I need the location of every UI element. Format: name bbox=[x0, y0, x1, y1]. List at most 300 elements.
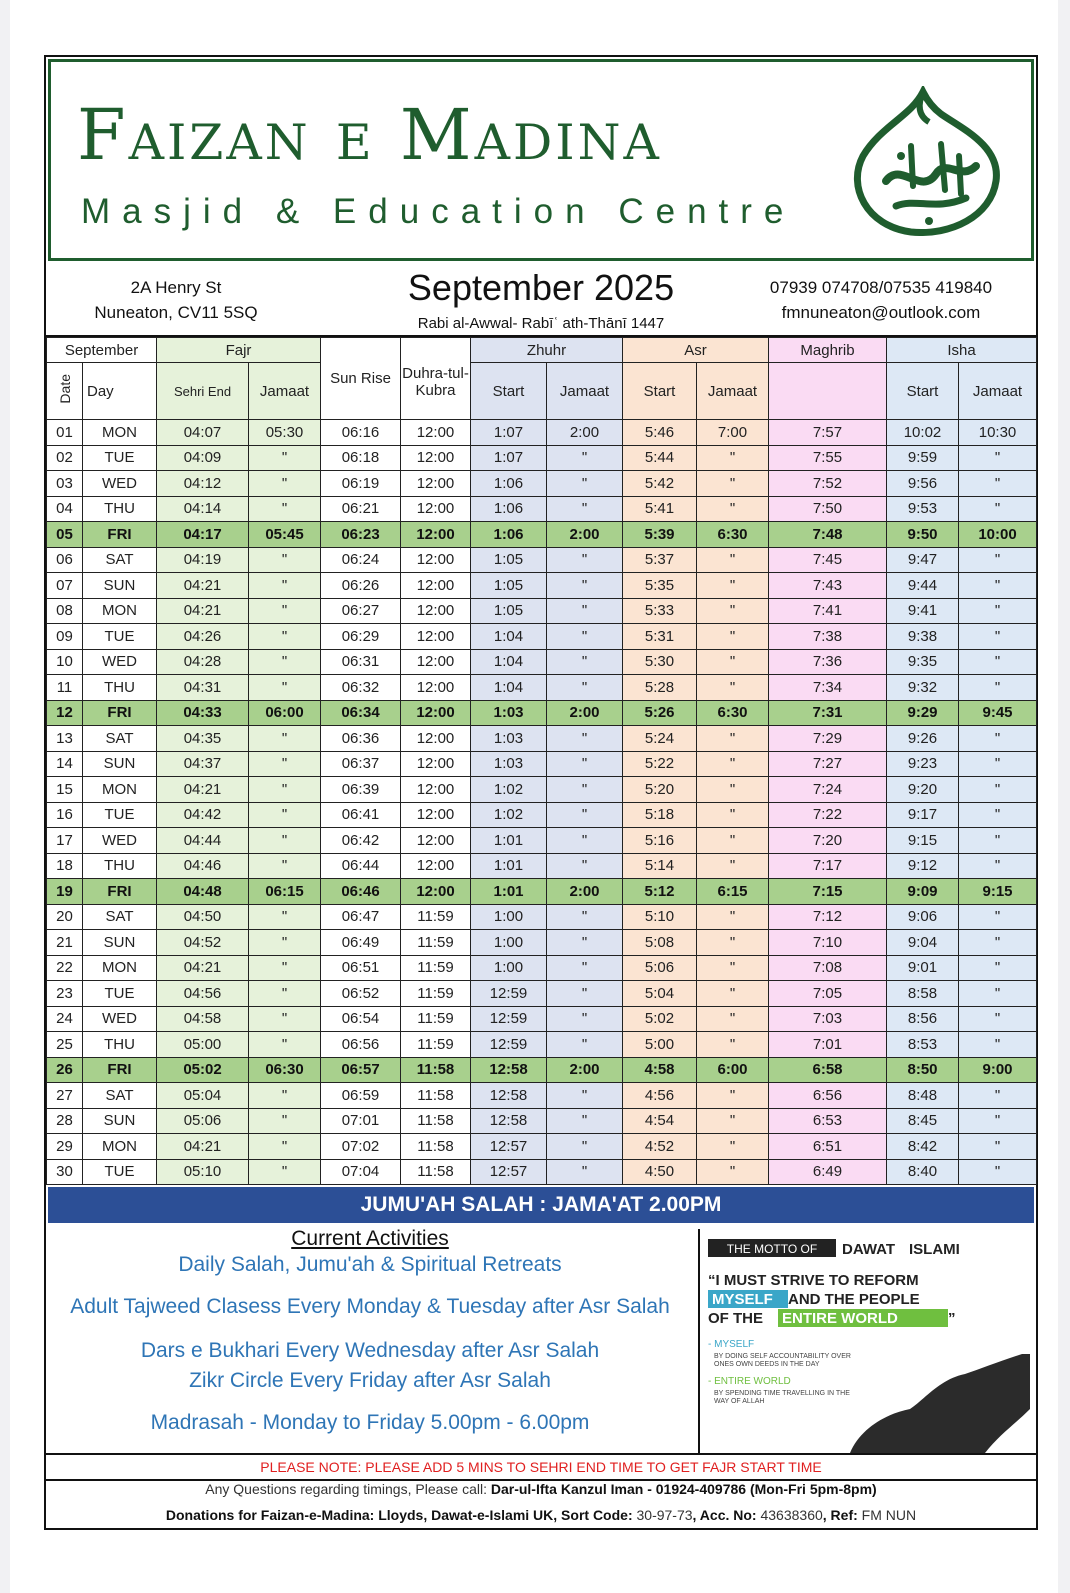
timetable-body bbox=[47, 420, 1037, 1185]
sehri-end-cell: 04:37 bbox=[157, 751, 249, 777]
day-cell: FRI bbox=[83, 700, 157, 726]
header-sunrise: Sun Rise bbox=[321, 338, 401, 420]
isha-jamaat-cell: " bbox=[959, 471, 1037, 497]
maghrib-cell: 6:56 bbox=[769, 1083, 887, 1109]
isha-start-cell: 9:41 bbox=[887, 598, 959, 624]
zhuhr-jamaat-cell: " bbox=[547, 496, 623, 522]
sort-code: 30-97-73 bbox=[636, 1507, 693, 1523]
isha-jamaat-cell: 9:00 bbox=[959, 1057, 1037, 1083]
maghrib-cell: 7:27 bbox=[769, 751, 887, 777]
prayer-timetable bbox=[46, 337, 1037, 1185]
header-date bbox=[47, 363, 83, 420]
isha-start-cell: 9:01 bbox=[887, 955, 959, 981]
asr-jamaat-cell: " bbox=[697, 955, 769, 981]
sunrise-cell: 06:36 bbox=[321, 726, 401, 752]
maghrib-cell: 7:03 bbox=[769, 1006, 887, 1032]
date-cell: 26 bbox=[47, 1057, 83, 1083]
day-cell: WED bbox=[83, 471, 157, 497]
sunrise-cell: 06:16 bbox=[321, 420, 401, 446]
zhuhr-start-cell: 12:57 bbox=[471, 1159, 547, 1185]
day-cell: TUE bbox=[83, 624, 157, 650]
table-row bbox=[47, 751, 1037, 777]
zhuhr-start-cell: 12:59 bbox=[471, 981, 547, 1007]
zhuhr-jamaat-cell: 2:00 bbox=[547, 522, 623, 548]
fajr-jamaat-cell: " bbox=[249, 802, 321, 828]
maghrib-cell: 7:34 bbox=[769, 675, 887, 701]
fajr-jamaat-cell: " bbox=[249, 1006, 321, 1032]
motto-myself-heading: - MYSELF bbox=[708, 1339, 755, 1350]
maghrib-cell: 6:53 bbox=[769, 1108, 887, 1134]
maghrib-cell: 6:58 bbox=[769, 1057, 887, 1083]
zhuhr-jamaat-cell: 2:00 bbox=[547, 700, 623, 726]
motto-brand-a: DAWAT bbox=[842, 1241, 896, 1258]
asr-jamaat-cell: 7:00 bbox=[697, 420, 769, 446]
maghrib-cell: 7:45 bbox=[769, 547, 887, 573]
isha-start-cell: 8:48 bbox=[887, 1083, 959, 1109]
duhra-cell: 12:00 bbox=[401, 777, 471, 803]
questions-line bbox=[46, 1481, 1036, 1497]
table-row bbox=[47, 1006, 1037, 1032]
isha-jamaat-cell: " bbox=[959, 802, 1037, 828]
table-row bbox=[47, 828, 1037, 854]
isha-jamaat-cell: 9:45 bbox=[959, 700, 1037, 726]
asr-start-cell: 5:16 bbox=[623, 828, 697, 854]
asr-jamaat-cell: " bbox=[697, 547, 769, 573]
date-cell: 06 bbox=[47, 547, 83, 573]
zhuhr-jamaat-cell: 2:00 bbox=[547, 1057, 623, 1083]
isha-start-cell: 8:58 bbox=[887, 981, 959, 1007]
day-cell: SUN bbox=[83, 1108, 157, 1134]
asr-jamaat-cell: " bbox=[697, 751, 769, 777]
address bbox=[86, 275, 266, 325]
asr-jamaat-cell: " bbox=[697, 828, 769, 854]
motto-myself: MYSELF bbox=[712, 1291, 773, 1308]
duhra-cell: 11:58 bbox=[401, 1134, 471, 1160]
fajr-jamaat-cell: " bbox=[249, 726, 321, 752]
maghrib-cell: 7:05 bbox=[769, 981, 887, 1007]
table-row bbox=[47, 981, 1037, 1007]
sunrise-cell: 06:21 bbox=[321, 496, 401, 522]
date-cell: 21 bbox=[47, 930, 83, 956]
fajr-jamaat-cell: " bbox=[249, 598, 321, 624]
sehri-end-cell: 05:00 bbox=[157, 1032, 249, 1058]
asr-start-cell: 5:14 bbox=[623, 853, 697, 879]
day-cell: TUE bbox=[83, 981, 157, 1007]
isha-start-cell: 9:47 bbox=[887, 547, 959, 573]
motto-myself-desc-2: ONES OWN DEEDS IN THE DAY bbox=[714, 1361, 820, 1368]
zhuhr-jamaat-cell: 2:00 bbox=[547, 420, 623, 446]
header-duhra: Duhra-tul-Kubra bbox=[401, 338, 471, 420]
isha-jamaat-cell: " bbox=[959, 955, 1037, 981]
date-cell: 13 bbox=[47, 726, 83, 752]
sehri-end-cell: 05:02 bbox=[157, 1057, 249, 1083]
sehri-end-cell: 05:06 bbox=[157, 1108, 249, 1134]
isha-jamaat-cell: " bbox=[959, 1159, 1037, 1185]
donations-label: Donations for Faizan-e-Madina: Lloyds, Dawat-e-Islami UK, Sort Code: bbox=[165, 1507, 637, 1523]
sehri-end-cell: 04:46 bbox=[157, 853, 249, 879]
maghrib-cell: 7:17 bbox=[769, 853, 887, 879]
isha-jamaat-cell: " bbox=[959, 675, 1037, 701]
asr-start-cell: 5:22 bbox=[623, 751, 697, 777]
day-cell: SAT bbox=[83, 1083, 157, 1109]
isha-start-cell: 9:23 bbox=[887, 751, 959, 777]
world-map-icon bbox=[850, 1354, 1030, 1453]
date-cell: 04 bbox=[47, 496, 83, 522]
sehri-end-cell: 04:09 bbox=[157, 445, 249, 471]
table-row bbox=[47, 1108, 1037, 1134]
fajr-jamaat-cell: " bbox=[249, 955, 321, 981]
maghrib-cell: 7:52 bbox=[769, 471, 887, 497]
sehri-end-cell: 04:35 bbox=[157, 726, 249, 752]
zhuhr-start-cell: 1:04 bbox=[471, 649, 547, 675]
donations-line bbox=[46, 1507, 1036, 1523]
isha-start-cell: 8:42 bbox=[887, 1134, 959, 1160]
motto-panel bbox=[698, 1229, 1030, 1453]
fajr-jamaat-cell: " bbox=[249, 777, 321, 803]
asr-jamaat-cell: " bbox=[697, 1083, 769, 1109]
maghrib-cell: 6:49 bbox=[769, 1159, 887, 1185]
zhuhr-start-cell: 1:03 bbox=[471, 726, 547, 752]
current-activities bbox=[46, 1225, 694, 1453]
table-row bbox=[47, 1159, 1037, 1185]
asr-jamaat-cell: " bbox=[697, 802, 769, 828]
sehri-end-cell: 04:50 bbox=[157, 904, 249, 930]
duhra-cell: 12:00 bbox=[401, 802, 471, 828]
table-row bbox=[47, 522, 1037, 548]
maghrib-cell: 7:31 bbox=[769, 700, 887, 726]
fajr-jamaat-cell: " bbox=[249, 547, 321, 573]
table-row bbox=[47, 904, 1037, 930]
isha-jamaat-cell: " bbox=[959, 1032, 1037, 1058]
zhuhr-start-cell: 1:04 bbox=[471, 675, 547, 701]
date-cell: 30 bbox=[47, 1159, 83, 1185]
isha-jamaat-cell: 10:00 bbox=[959, 522, 1037, 548]
date-cell: 25 bbox=[47, 1032, 83, 1058]
asr-jamaat-cell: " bbox=[697, 675, 769, 701]
maghrib-cell: 7:20 bbox=[769, 828, 887, 854]
sunrise-cell: 06:51 bbox=[321, 955, 401, 981]
date-cell: 20 bbox=[47, 904, 83, 930]
header-asr-start: Start bbox=[623, 363, 697, 420]
zhuhr-jamaat-cell: " bbox=[547, 1032, 623, 1058]
table-row bbox=[47, 879, 1037, 905]
zhuhr-jamaat-cell: " bbox=[547, 777, 623, 803]
sunrise-cell: 07:04 bbox=[321, 1159, 401, 1185]
duhra-cell: 12:00 bbox=[401, 828, 471, 854]
zhuhr-jamaat-cell: " bbox=[547, 649, 623, 675]
table-row bbox=[47, 777, 1037, 803]
duhra-cell: 12:00 bbox=[401, 624, 471, 650]
zhuhr-start-cell: 1:02 bbox=[471, 777, 547, 803]
fajr-jamaat-cell: 05:45 bbox=[249, 522, 321, 548]
asr-start-cell: 5:08 bbox=[623, 930, 697, 956]
maghrib-cell: 7:08 bbox=[769, 955, 887, 981]
ref-value: FM NUN bbox=[861, 1507, 917, 1523]
activity-item: Dars e Bukhari Every Wednesday after Asr Salah bbox=[140, 1339, 600, 1362]
maghrib-cell: 7:41 bbox=[769, 598, 887, 624]
duhra-cell: 11:59 bbox=[401, 955, 471, 981]
table-row bbox=[47, 930, 1037, 956]
maghrib-cell: 7:24 bbox=[769, 777, 887, 803]
isha-jamaat-cell: " bbox=[959, 1108, 1037, 1134]
fajr-jamaat-cell: 06:30 bbox=[249, 1057, 321, 1083]
isha-start-cell: 9:17 bbox=[887, 802, 959, 828]
sehri-end-cell: 04:33 bbox=[157, 700, 249, 726]
isha-jamaat-cell: " bbox=[959, 1006, 1037, 1032]
asr-jamaat-cell: " bbox=[697, 624, 769, 650]
fajr-jamaat-cell: 06:15 bbox=[249, 879, 321, 905]
maghrib-cell: 7:01 bbox=[769, 1032, 887, 1058]
phone-numbers: 07939 074708/07535 419840 bbox=[769, 278, 993, 297]
isha-jamaat-cell: " bbox=[959, 777, 1037, 803]
isha-start-cell: 8:50 bbox=[887, 1057, 959, 1083]
jumuah-banner: JUMU'AH SALAH : JAMA'AT 2.00PM bbox=[48, 1187, 1034, 1223]
asr-start-cell: 5:02 bbox=[623, 1006, 697, 1032]
sunrise-cell: 07:02 bbox=[321, 1134, 401, 1160]
asr-jamaat-cell: " bbox=[697, 1108, 769, 1134]
isha-jamaat-cell: " bbox=[959, 496, 1037, 522]
maghrib-cell: 7:10 bbox=[769, 930, 887, 956]
asr-start-cell: 4:54 bbox=[623, 1108, 697, 1134]
acc-label: , Acc. No: bbox=[692, 1507, 761, 1523]
sunrise-cell: 06:19 bbox=[321, 471, 401, 497]
motto-brand-b: ISLAMI bbox=[909, 1241, 960, 1258]
maghrib-cell: 7:48 bbox=[769, 522, 887, 548]
day-cell: MON bbox=[83, 598, 157, 624]
sehri-end-cell: 04:21 bbox=[157, 1134, 249, 1160]
duhra-cell: 12:00 bbox=[401, 496, 471, 522]
header-maghrib-time bbox=[769, 363, 887, 420]
motto-quote-line-2: AND THE PEOPLE bbox=[788, 1291, 920, 1308]
sunrise-cell: 06:23 bbox=[321, 522, 401, 548]
duhra-cell: 12:00 bbox=[401, 649, 471, 675]
date-cell: 02 bbox=[47, 445, 83, 471]
maghrib-cell: 7:22 bbox=[769, 802, 887, 828]
activity-item: Adult Tajweed Clasess Every Monday & Tuesday after Asr Salah bbox=[70, 1295, 670, 1318]
duhra-cell: 12:00 bbox=[401, 675, 471, 701]
isha-jamaat-cell: " bbox=[959, 853, 1037, 879]
asr-start-cell: 5:18 bbox=[623, 802, 697, 828]
isha-start-cell: 9:26 bbox=[887, 726, 959, 752]
date-cell: 05 bbox=[47, 522, 83, 548]
day-cell: THU bbox=[83, 496, 157, 522]
isha-start-cell: 9:59 bbox=[887, 445, 959, 471]
zhuhr-jamaat-cell: " bbox=[547, 1134, 623, 1160]
asr-jamaat-cell: 6:30 bbox=[697, 700, 769, 726]
header-asr-jamaat: Jamaat bbox=[697, 363, 769, 420]
asr-start-cell: 5:46 bbox=[623, 420, 697, 446]
header-asr: Asr bbox=[623, 338, 769, 363]
duhra-cell: 11:58 bbox=[401, 1159, 471, 1185]
zhuhr-start-cell: 1:00 bbox=[471, 904, 547, 930]
sehri-end-cell: 04:48 bbox=[157, 879, 249, 905]
motto-world-desc-1: BY SPENDING TIME TRAVELLING IN THE bbox=[714, 1390, 850, 1397]
questions-prefix: Any Questions regarding timings, Please call: bbox=[205, 1481, 491, 1497]
isha-jamaat-cell: " bbox=[959, 726, 1037, 752]
day-cell: THU bbox=[83, 853, 157, 879]
isha-jamaat-cell: " bbox=[959, 445, 1037, 471]
isha-jamaat-cell: 10:30 bbox=[959, 420, 1037, 446]
asr-jamaat-cell: " bbox=[697, 853, 769, 879]
fajr-jamaat-cell: " bbox=[249, 675, 321, 701]
table-row bbox=[47, 573, 1037, 599]
asr-start-cell: 5:41 bbox=[623, 496, 697, 522]
date-cell: 22 bbox=[47, 955, 83, 981]
isha-jamaat-cell: " bbox=[959, 1134, 1037, 1160]
isha-jamaat-cell: " bbox=[959, 904, 1037, 930]
isha-start-cell: 9:38 bbox=[887, 624, 959, 650]
fajr-jamaat-cell: " bbox=[249, 471, 321, 497]
maghrib-cell: 7:57 bbox=[769, 420, 887, 446]
asr-start-cell: 5:04 bbox=[623, 981, 697, 1007]
sunrise-cell: 06:52 bbox=[321, 981, 401, 1007]
sunrise-cell: 06:49 bbox=[321, 930, 401, 956]
maghrib-cell: 7:29 bbox=[769, 726, 887, 752]
sehri-end-cell: 04:07 bbox=[157, 420, 249, 446]
zhuhr-jamaat-cell: " bbox=[547, 726, 623, 752]
asr-jamaat-cell: " bbox=[697, 573, 769, 599]
asr-start-cell: 5:33 bbox=[623, 598, 697, 624]
duhra-cell: 11:58 bbox=[401, 1057, 471, 1083]
asr-jamaat-cell: " bbox=[697, 981, 769, 1007]
table-row bbox=[47, 1032, 1037, 1058]
isha-start-cell: 9:32 bbox=[887, 675, 959, 701]
zhuhr-jamaat-cell: " bbox=[547, 445, 623, 471]
table-row bbox=[47, 420, 1037, 446]
table-row bbox=[47, 1134, 1037, 1160]
fajr-jamaat-cell: " bbox=[249, 981, 321, 1007]
zhuhr-jamaat-cell: " bbox=[547, 853, 623, 879]
fajr-jamaat-cell: " bbox=[249, 1134, 321, 1160]
sehri-end-cell: 04:14 bbox=[157, 496, 249, 522]
sunrise-cell: 06:31 bbox=[321, 649, 401, 675]
date-cell: 01 bbox=[47, 420, 83, 446]
day-cell: THU bbox=[83, 1032, 157, 1058]
asr-start-cell: 5:39 bbox=[623, 522, 697, 548]
header-day: Day bbox=[83, 363, 157, 420]
motto-label: THE MOTTO OF bbox=[726, 1242, 818, 1256]
sunrise-cell: 06:39 bbox=[321, 777, 401, 803]
activity-item: Daily Salah, Jumu'ah & Spiritual Retreats bbox=[178, 1253, 562, 1276]
asr-start-cell: 5:26 bbox=[623, 700, 697, 726]
zhuhr-start-cell: 12:58 bbox=[471, 1083, 547, 1109]
date-cell: 11 bbox=[47, 675, 83, 701]
day-cell: THU bbox=[83, 675, 157, 701]
day-cell: TUE bbox=[83, 802, 157, 828]
duhra-cell: 11:59 bbox=[401, 1032, 471, 1058]
day-cell: SAT bbox=[83, 904, 157, 930]
asr-start-cell: 5:42 bbox=[623, 471, 697, 497]
isha-start-cell: 9:53 bbox=[887, 496, 959, 522]
day-cell: TUE bbox=[83, 1159, 157, 1185]
day-cell: SUN bbox=[83, 573, 157, 599]
header-banner bbox=[48, 59, 1034, 261]
header-isha-start: Start bbox=[887, 363, 959, 420]
header-zhuhr-jamaat: Jamaat bbox=[547, 363, 623, 420]
fajr-jamaat-cell: 05:30 bbox=[249, 420, 321, 446]
sunrise-cell: 06:26 bbox=[321, 573, 401, 599]
fajr-jamaat-cell: " bbox=[249, 751, 321, 777]
sunrise-cell: 06:47 bbox=[321, 904, 401, 930]
zhuhr-jamaat-cell: " bbox=[547, 547, 623, 573]
zhuhr-start-cell: 1:02 bbox=[471, 802, 547, 828]
asr-start-cell: 4:52 bbox=[623, 1134, 697, 1160]
zhuhr-start-cell: 12:58 bbox=[471, 1108, 547, 1134]
sunrise-cell: 06:24 bbox=[321, 547, 401, 573]
isha-jamaat-cell: " bbox=[959, 1083, 1037, 1109]
isha-start-cell: 8:45 bbox=[887, 1108, 959, 1134]
brand-subtitle: Masjid & Education Centre bbox=[81, 192, 796, 231]
sehri-end-cell: 04:12 bbox=[157, 471, 249, 497]
zhuhr-jamaat-cell: " bbox=[547, 675, 623, 701]
asr-start-cell: 5:28 bbox=[623, 675, 697, 701]
timetable-sheet bbox=[44, 55, 1038, 1530]
asr-jamaat-cell: " bbox=[697, 930, 769, 956]
asr-jamaat-cell: " bbox=[697, 598, 769, 624]
zhuhr-jamaat-cell: " bbox=[547, 930, 623, 956]
isha-jamaat-cell: " bbox=[959, 624, 1037, 650]
isha-start-cell: 10:02 bbox=[887, 420, 959, 446]
duhra-cell: 12:00 bbox=[401, 726, 471, 752]
motto-entire-world: ENTIRE WORLD bbox=[782, 1310, 898, 1327]
isha-jamaat-cell: " bbox=[959, 828, 1037, 854]
zhuhr-start-cell: 1:05 bbox=[471, 573, 547, 599]
zhuhr-start-cell: 1:01 bbox=[471, 828, 547, 854]
sunrise-cell: 06:27 bbox=[321, 598, 401, 624]
asr-start-cell: 5:37 bbox=[623, 547, 697, 573]
header-date-label: Date bbox=[56, 374, 73, 404]
asr-jamaat-cell: 6:15 bbox=[697, 879, 769, 905]
isha-jamaat-cell: " bbox=[959, 649, 1037, 675]
duhra-cell: 11:58 bbox=[401, 1108, 471, 1134]
day-cell: MON bbox=[83, 955, 157, 981]
duhra-cell: 12:00 bbox=[401, 522, 471, 548]
asr-start-cell: 5:12 bbox=[623, 879, 697, 905]
zhuhr-start-cell: 1:05 bbox=[471, 547, 547, 573]
motto-world-desc-2: WAY OF ALLAH bbox=[714, 1398, 765, 1405]
activity-item: Zikr Circle Every Friday after Asr Salah bbox=[189, 1369, 551, 1392]
sehri-end-cell: 04:21 bbox=[157, 955, 249, 981]
isha-jamaat-cell: " bbox=[959, 547, 1037, 573]
duhra-cell: 12:00 bbox=[401, 445, 471, 471]
asr-start-cell: 4:58 bbox=[623, 1057, 697, 1083]
maghrib-cell: 7:38 bbox=[769, 624, 887, 650]
duhra-cell: 11:59 bbox=[401, 981, 471, 1007]
motto-quote-line-1: “I MUST STRIVE TO REFORM bbox=[708, 1272, 919, 1289]
date-cell: 16 bbox=[47, 802, 83, 828]
asr-jamaat-cell: " bbox=[697, 496, 769, 522]
header-fajr-jamaat: Jamaat bbox=[249, 363, 321, 420]
duhra-cell: 12:00 bbox=[401, 547, 471, 573]
activities-title: Current Activities bbox=[291, 1227, 449, 1250]
date-cell: 12 bbox=[47, 700, 83, 726]
isha-start-cell: 9:56 bbox=[887, 471, 959, 497]
sunrise-cell: 06:32 bbox=[321, 675, 401, 701]
day-cell: MON bbox=[83, 1134, 157, 1160]
zhuhr-start-cell: 1:06 bbox=[471, 471, 547, 497]
zhuhr-jamaat-cell: " bbox=[547, 904, 623, 930]
table-row bbox=[47, 802, 1037, 828]
sunrise-cell: 06:54 bbox=[321, 1006, 401, 1032]
sehri-end-cell: 04:21 bbox=[157, 777, 249, 803]
asr-jamaat-cell: " bbox=[697, 904, 769, 930]
day-cell: TUE bbox=[83, 445, 157, 471]
zhuhr-jamaat-cell: 2:00 bbox=[547, 879, 623, 905]
activity-item: Madrasah - Monday to Friday 5.00pm - 6.00pm bbox=[150, 1411, 590, 1434]
date-cell: 08 bbox=[47, 598, 83, 624]
date-cell: 09 bbox=[47, 624, 83, 650]
duhra-cell: 12:00 bbox=[401, 700, 471, 726]
